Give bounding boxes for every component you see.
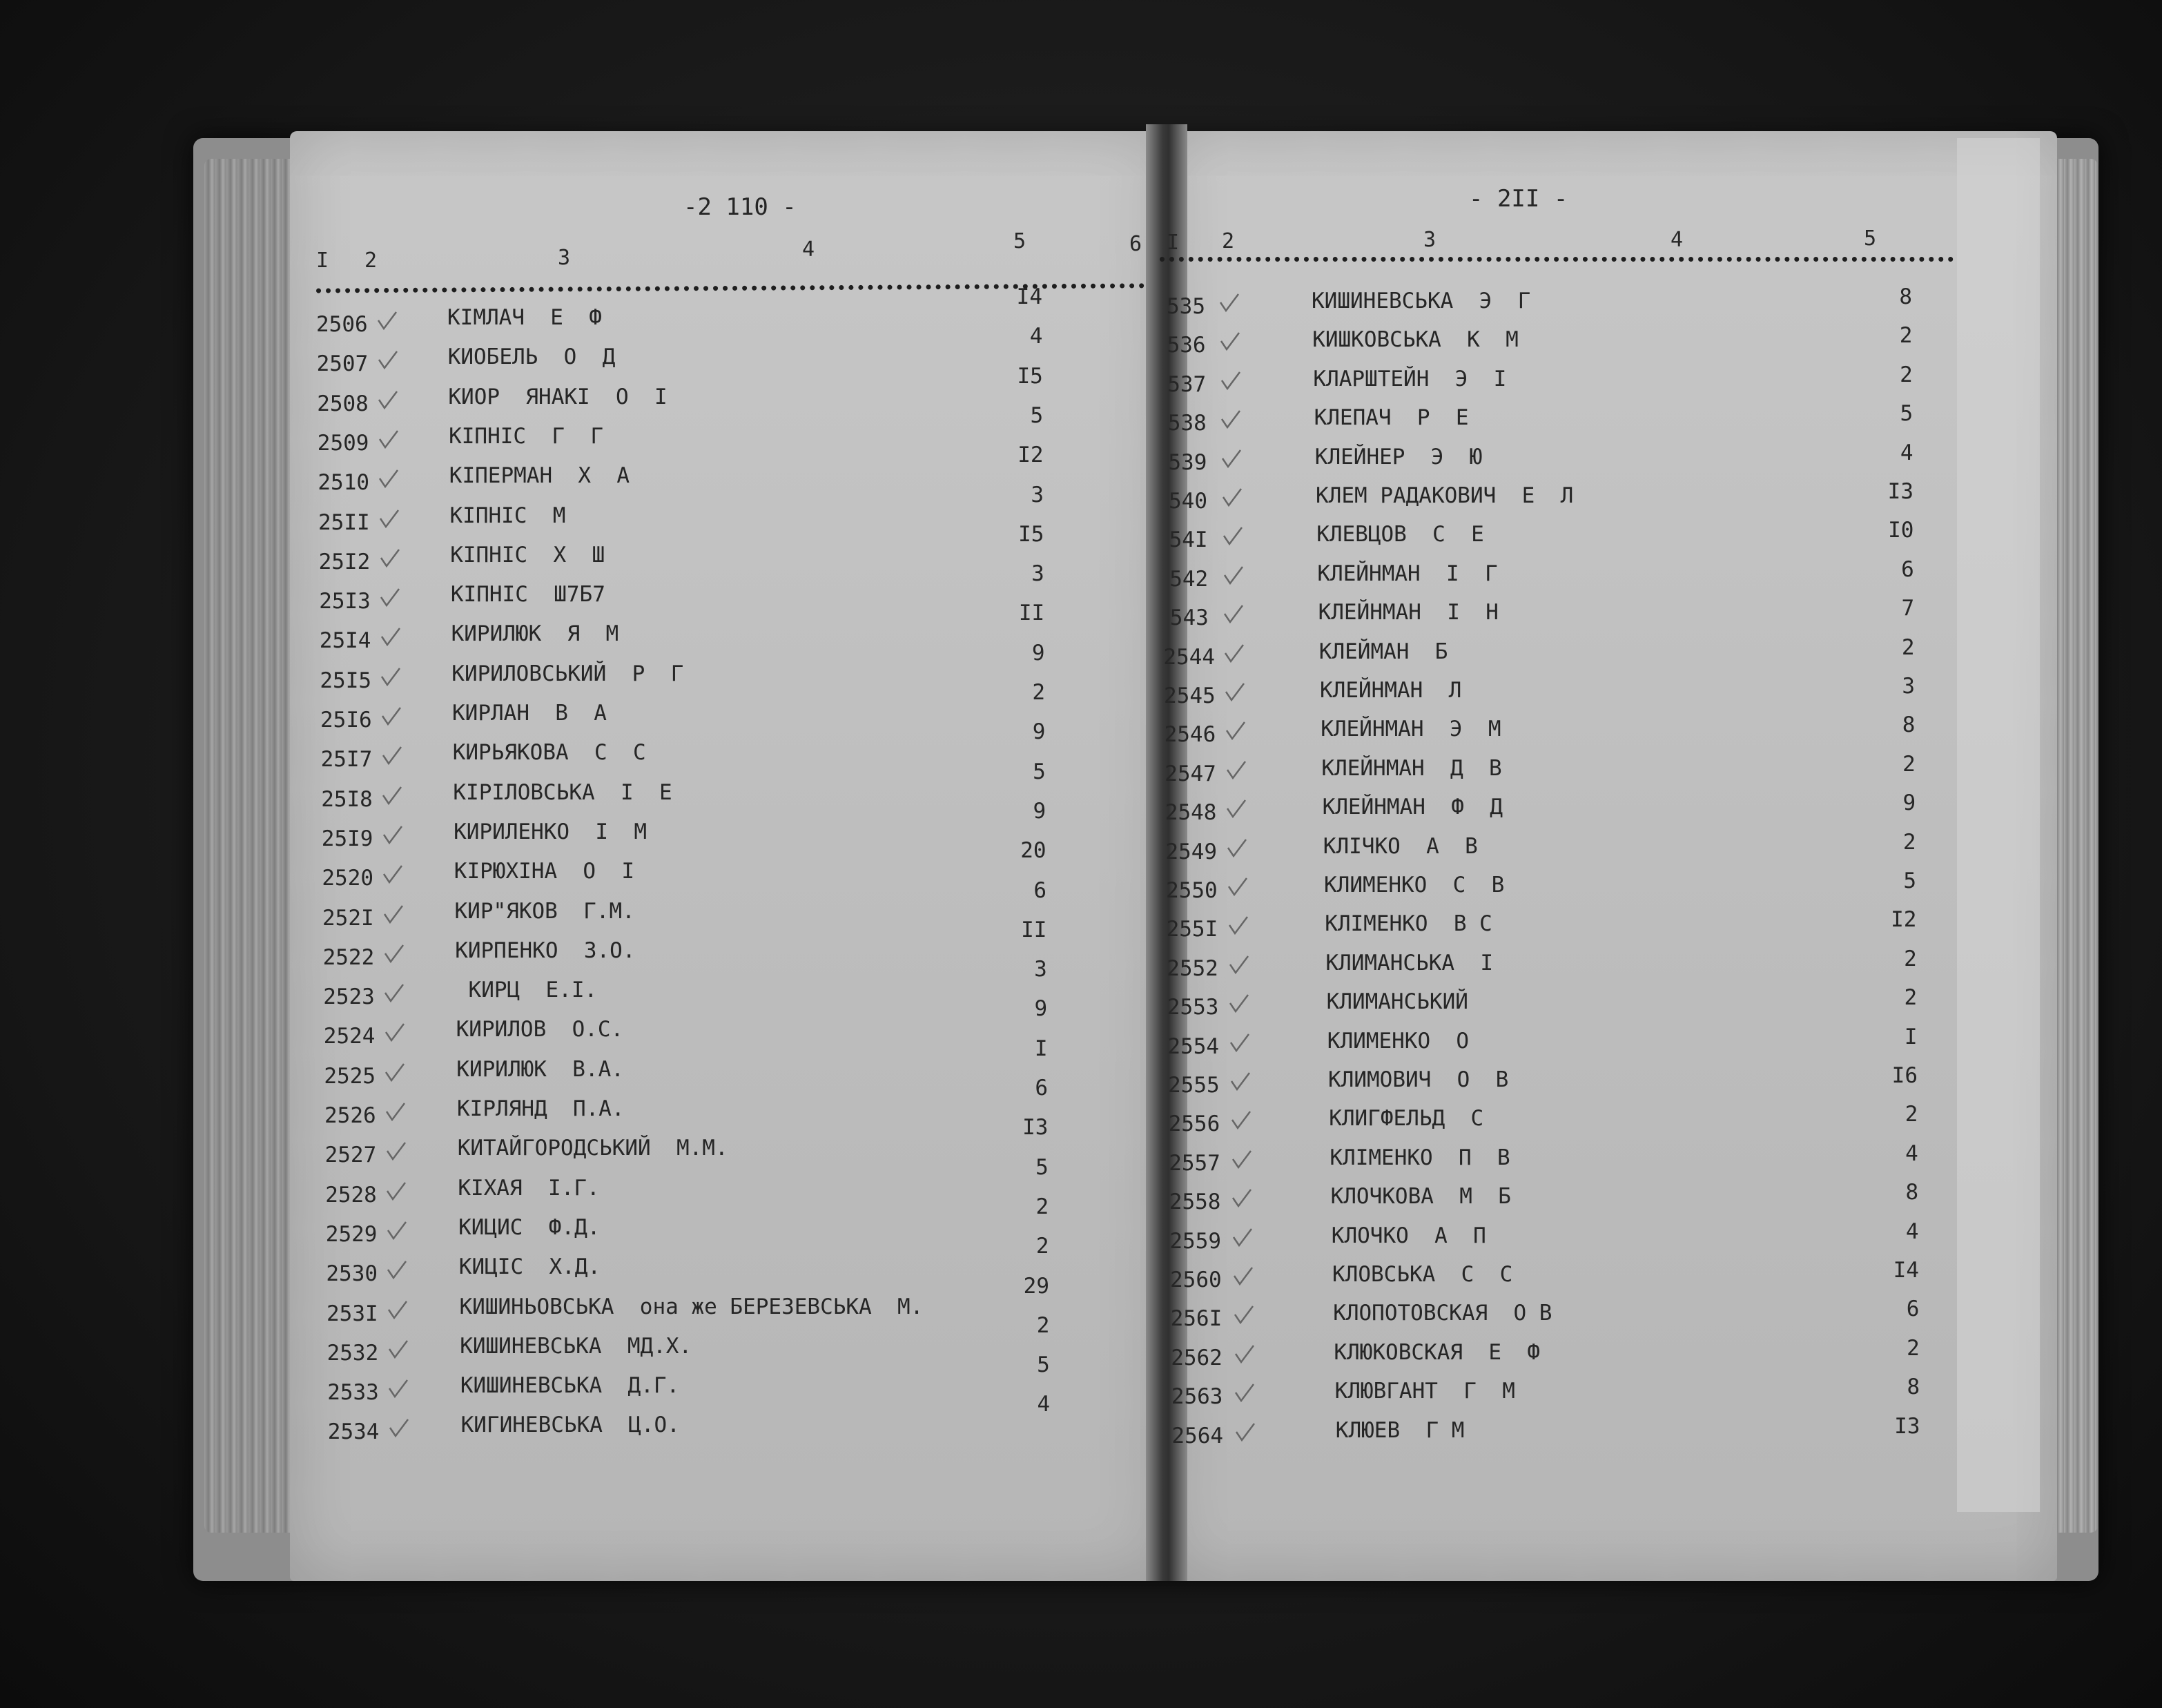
row-number: 2544 [1163, 644, 1216, 670]
right-column-header: 4 [1671, 228, 1684, 252]
row-number: 25I5 [320, 668, 372, 693]
tick-mark-icon [1222, 487, 1243, 508]
tick-mark-icon [1229, 955, 1249, 976]
row-count: 4 [1905, 1219, 1919, 1244]
row-number: 2507 [316, 351, 369, 377]
tick-mark-icon [382, 786, 402, 806]
row-name: КЛЕВЦОВ С Е [1316, 522, 1484, 547]
right-column-header: I [1167, 231, 1180, 255]
row-number: 2556 [1168, 1112, 1220, 1137]
row-number: 25I2 [318, 549, 371, 574]
row-name: КЛЕЙНМАН Ф Д [1322, 795, 1503, 820]
row-number: 536 [1167, 333, 1206, 358]
row-number: 25I6 [320, 708, 372, 732]
row-count: 2 [1036, 1312, 1050, 1338]
row-name: КЛІМЕНКО В С [1325, 911, 1492, 937]
row-name: КІРІЛОВСЬКА І Е [453, 779, 672, 805]
row-number: 54I [1169, 527, 1208, 553]
row-count: 9 [1034, 996, 1048, 1022]
row-name: КИРЦ Е.І. [455, 978, 598, 1003]
left-column-header: 5 [1013, 229, 1026, 253]
row-name: КИШИНЕВСЬКА Д.Г. [460, 1373, 680, 1399]
tick-mark-icon [1227, 838, 1247, 859]
row-name: КИРЬЯКОВА С С [452, 740, 646, 766]
row-count: I3 [1894, 1413, 1920, 1439]
row-number: 2562 [1171, 1345, 1223, 1370]
tick-mark-icon [387, 1260, 407, 1281]
tick-mark-icon [379, 509, 400, 530]
row-name: КИРИЛОВСЬКИЙ Р Г [451, 661, 684, 686]
row-name: КЛЕЙНЕР Э Ю [1314, 444, 1483, 469]
row-number: 2563 [1171, 1384, 1223, 1410]
row-number: 2547 [1165, 761, 1216, 786]
row-number: 2522 [322, 944, 375, 970]
row-count: I4 [1893, 1258, 1919, 1283]
row-name: КИШИНЕВСЬКА МД.Х. [460, 1333, 692, 1359]
row-name: КЛЮЕВ Г М [1335, 1417, 1465, 1443]
row-count: 9 [1032, 719, 1046, 745]
left-column-header: 6 [1129, 232, 1142, 256]
row-number: 2560 [1170, 1268, 1222, 1292]
tick-mark-icon [1219, 293, 1240, 313]
row-count: 5 [1037, 1352, 1050, 1378]
row-number: 2528 [325, 1182, 377, 1207]
row-count: 8 [1899, 284, 1912, 309]
right-header-dotted-rule [1160, 257, 1954, 262]
tick-mark-icon [1234, 1383, 1255, 1404]
row-count: 2 [1904, 985, 1918, 1011]
row-name: КІПНІС М [449, 503, 566, 528]
row-count: 5 [1030, 402, 1044, 428]
tick-mark-icon [377, 311, 398, 331]
row-count: II [1021, 917, 1047, 942]
tick-mark-icon [1230, 1071, 1251, 1092]
row-count: 3 [1034, 957, 1047, 982]
row-count: I2 [1891, 907, 1917, 933]
row-name: КИОБЕЛЬ О Д [447, 344, 616, 370]
row-count: 2 [1907, 1335, 1920, 1361]
tick-mark-icon [378, 390, 398, 411]
row-count: 8 [1902, 712, 1916, 738]
row-name: КИЦІС Х.Д. [458, 1254, 601, 1280]
row-count: 9 [1033, 798, 1046, 824]
row-count: 2 [1901, 634, 1915, 660]
tick-mark-icon [384, 1022, 405, 1043]
left-column-header: 3 [558, 246, 571, 270]
row-number: 2558 [1169, 1190, 1221, 1215]
row-name: КЛЕЙНМАН Э М [1321, 717, 1501, 742]
tick-mark-icon [378, 429, 399, 450]
tick-mark-icon [1224, 643, 1245, 664]
tick-mark-icon [384, 983, 405, 1004]
tick-mark-icon [1221, 449, 1242, 469]
row-number: 2529 [325, 1221, 378, 1247]
row-number: 2546 [1164, 722, 1216, 748]
left-page-number: -2 110 - [683, 193, 797, 221]
row-name: КИТАЙГОРОДСЬКИЙ М.М. [457, 1136, 728, 1161]
row-count: 29 [1023, 1273, 1049, 1299]
tick-mark-icon [1223, 604, 1244, 625]
tick-mark-icon [1226, 760, 1247, 781]
tick-mark-icon [386, 1181, 407, 1202]
row-name: КЛОВСЬКА С С [1332, 1262, 1513, 1287]
row-number: 25I3 [319, 589, 371, 614]
tick-mark-icon [388, 1379, 409, 1399]
row-count: 4 [1029, 324, 1043, 349]
row-number: 2526 [324, 1103, 376, 1128]
row-name: КИРИЛЕНКО І М [454, 819, 647, 844]
row-name: КЛЮКОВСКАЯ Е Ф [1334, 1339, 1541, 1365]
row-name: КЛИМОВИЧ О В [1328, 1067, 1509, 1092]
tick-mark-icon [1220, 371, 1241, 391]
tick-mark-icon [1227, 877, 1248, 897]
row-name: КЛИМЕНКО О [1327, 1028, 1470, 1054]
row-count: I5 [1018, 521, 1044, 547]
row-name: КИРИЛЮК Я М [451, 621, 619, 647]
tick-mark-icon [380, 548, 400, 569]
row-name: КЛЕЙНМАН Д В [1321, 755, 1502, 781]
row-number: 2524 [323, 1024, 376, 1049]
row-count: 2 [1902, 829, 1916, 855]
left-column-header: 4 [802, 237, 815, 262]
row-count: I0 [1888, 518, 1914, 543]
tick-mark-icon [1229, 993, 1249, 1014]
row-number: 2508 [317, 391, 369, 416]
row-name: КЛОЧКОВА М Б [1330, 1184, 1511, 1210]
row-number: 537 [1167, 371, 1207, 397]
row-name: КЛЕЙНМАН І Н [1318, 600, 1499, 625]
row-count: I6 [1891, 1063, 1918, 1088]
tick-mark-icon [387, 1221, 407, 1241]
row-count: 4 [1037, 1392, 1051, 1417]
row-name: КІХАЯ І.Г. [458, 1175, 600, 1201]
right-column-header: 5 [1864, 226, 1877, 251]
tick-mark-icon [381, 706, 402, 727]
row-count: 2 [1899, 323, 1913, 349]
tick-mark-icon [1225, 682, 1245, 703]
row-number: 2530 [326, 1261, 378, 1287]
right-page [1164, 131, 2057, 1581]
row-name: КЛЕЙМАН Б [1318, 639, 1448, 664]
row-number: 2510 [318, 470, 370, 496]
row-count: 4 [1900, 440, 1913, 465]
row-name: КЛЮВГАНТ Г М [1334, 1379, 1515, 1404]
row-name: КЛІЧКО А В [1323, 833, 1478, 859]
tick-mark-icon [383, 904, 404, 925]
tick-mark-icon [1233, 1266, 1254, 1287]
row-count: 8 [1907, 1375, 1920, 1400]
row-number: 2549 [1165, 839, 1218, 864]
row-name: КІПЕРМАН Х А [449, 463, 630, 489]
tick-mark-icon [378, 350, 398, 371]
row-number: 253I [327, 1301, 378, 1326]
tick-mark-icon [387, 1300, 408, 1321]
row-number: 538 [1167, 411, 1207, 436]
tick-mark-icon [388, 1339, 409, 1360]
row-number: 252I [322, 905, 374, 931]
row-number: 543 [1169, 605, 1209, 631]
row-name: КІРЮХІНА О І [454, 859, 635, 884]
row-name: КЛОЧКО А П [1331, 1223, 1486, 1248]
row-name: КИРИЛЮК В.А. [456, 1056, 624, 1082]
row-number: 2534 [327, 1419, 380, 1445]
row-count: 2 [1904, 946, 1917, 971]
tick-mark-icon [380, 627, 401, 648]
row-count: I3 [1022, 1115, 1049, 1141]
row-count: 5 [1035, 1154, 1049, 1180]
row-number: 2523 [323, 984, 375, 1010]
row-count: 2 [1902, 751, 1916, 777]
row-name: КИОР ЯНАКІ О І [448, 384, 668, 409]
row-name: КЛЕЙНМАН Л [1320, 678, 1462, 703]
row-name: КЛИМАНСЬКА І [1325, 950, 1494, 976]
row-count: 2 [1035, 1234, 1049, 1259]
row-number: 2533 [327, 1380, 379, 1406]
row-count: 6 [1033, 877, 1046, 903]
row-number: 540 [1169, 489, 1207, 514]
row-count: 6 [1035, 1076, 1048, 1100]
tick-mark-icon [1231, 1149, 1252, 1170]
row-name: КИГИНЕВСЬКА Ц.О. [460, 1413, 680, 1438]
row-count: 7 [1901, 596, 1915, 621]
row-number: 2509 [317, 430, 369, 456]
row-name: КІПНІС Х Ш [450, 542, 605, 567]
row-name: КЛИМАНСЬКИЙ [1326, 989, 1468, 1015]
tick-mark-icon [385, 1102, 406, 1123]
paper-strip [1957, 138, 2040, 1512]
tick-mark-icon [1235, 1422, 1256, 1443]
row-count: 6 [1901, 556, 1914, 582]
row-count: 9 [1031, 640, 1045, 666]
row-name: КЛАРШТЕЙН Э І [1313, 366, 1507, 391]
row-number: 2550 [1166, 878, 1218, 903]
row-number: 2552 [1167, 955, 1218, 981]
row-count: I2 [1017, 443, 1044, 468]
tick-mark-icon [1231, 1110, 1252, 1131]
row-number: 2506 [316, 312, 368, 337]
tick-mark-icon [1232, 1227, 1253, 1248]
tick-mark-icon [1234, 1344, 1255, 1365]
row-count: 3 [1902, 674, 1915, 699]
row-number: 255I [1166, 917, 1218, 942]
row-count: 2 [1900, 362, 1913, 387]
row-count: I5 [1017, 363, 1043, 389]
row-number: 2555 [1168, 1073, 1220, 1098]
row-count: 5 [1033, 759, 1046, 784]
row-number: 25II [318, 510, 370, 535]
row-number: 2559 [1169, 1228, 1222, 1254]
row-number: 2545 [1164, 683, 1216, 708]
row-number: 25I4 [319, 628, 371, 654]
tick-mark-icon [1226, 799, 1247, 819]
row-count: 2 [1905, 1102, 1918, 1127]
row-number: 2548 [1165, 800, 1217, 826]
row-name: КИРЛАН В А [452, 701, 607, 726]
row-name: КИЦИС Ф.Д. [458, 1214, 601, 1240]
left-column-header: I [316, 249, 329, 273]
row-count: 4 [1905, 1141, 1918, 1166]
tick-mark-icon [382, 746, 402, 766]
row-name: КІРЛЯНД П.А. [457, 1096, 625, 1121]
tick-mark-icon [1220, 331, 1240, 352]
row-number: 2527 [324, 1143, 377, 1168]
row-count: 8 [1905, 1180, 1919, 1205]
row-number: 2532 [327, 1340, 379, 1366]
row-name: КИРПЕНКО З.О. [455, 938, 636, 963]
tick-mark-icon [386, 1141, 407, 1162]
right-page-number: - 2II - [1469, 185, 1568, 213]
row-name: КЛОПОТОВСКАЯ О В [1333, 1301, 1552, 1326]
row-count: 2 [1035, 1194, 1049, 1219]
row-name: КИШКОВСЬКА К М [1312, 327, 1519, 353]
tick-mark-icon [378, 469, 399, 489]
tick-mark-icon [1220, 409, 1241, 430]
row-count: I [1034, 1036, 1048, 1061]
row-number: 535 [1167, 294, 1205, 319]
row-number: 2554 [1167, 1033, 1220, 1059]
row-name: КЛИГФЕЛЬД С [1329, 1106, 1484, 1132]
row-number: 2553 [1167, 995, 1219, 1020]
row-count: 20 [1020, 838, 1046, 864]
row-name: КИШИНЬОВСЬКА она же БЕРЕЗЕВСЬКА М. [459, 1294, 924, 1319]
row-name: КЛИМЕНКО С В [1324, 873, 1505, 897]
row-count: 3 [1031, 561, 1044, 587]
row-name: КИРИЛОВ О.С. [456, 1017, 624, 1042]
tick-mark-icon [1223, 526, 1243, 547]
row-name: КІПНІС Ш7Б7 [450, 582, 605, 608]
tick-mark-icon [1229, 1033, 1250, 1054]
row-count: 9 [1902, 790, 1916, 816]
row-name: КИШИНЕВСЬКА Э Г [1312, 289, 1531, 313]
row-number: 539 [1168, 449, 1207, 475]
tick-mark-icon [1234, 1305, 1254, 1326]
row-name: КІМЛАЧ Е Ф [447, 305, 602, 330]
row-count: 6 [1906, 1297, 1920, 1322]
row-count: I3 [1887, 479, 1913, 504]
row-number: 2525 [324, 1063, 376, 1089]
tick-mark-icon [1223, 565, 1244, 586]
right-column-header: 3 [1423, 228, 1437, 252]
tick-mark-icon [380, 588, 400, 608]
row-count: 5 [1903, 868, 1916, 893]
row-name: КІПНІС Г Г [449, 423, 604, 449]
tick-mark-icon [384, 1062, 405, 1083]
row-number: 25I7 [320, 747, 373, 773]
row-count: I4 [1016, 284, 1042, 309]
row-count: 5 [1900, 401, 1913, 427]
row-count: 2 [1032, 680, 1045, 705]
row-count: I [1904, 1024, 1918, 1049]
tick-mark-icon [1231, 1188, 1252, 1209]
row-count: 3 [1031, 482, 1044, 507]
row-number: 256I [1170, 1306, 1223, 1332]
row-number: 2520 [322, 866, 374, 891]
row-name: КИР"ЯКОВ Г.М. [454, 898, 635, 924]
row-number: 25I9 [321, 826, 373, 851]
tick-mark-icon [1228, 915, 1249, 936]
row-name: КЛЕЙНМАН І Г [1317, 561, 1498, 586]
tick-mark-icon [380, 667, 401, 688]
row-number: 2557 [1169, 1150, 1220, 1176]
row-number: 25I8 [321, 786, 373, 812]
tick-mark-icon [389, 1418, 409, 1439]
tick-mark-icon [382, 864, 403, 885]
tick-mark-icon [384, 944, 405, 964]
right-column-header: 2 [1222, 229, 1235, 253]
tick-mark-icon [382, 825, 403, 846]
tick-mark-icon [1225, 721, 1246, 741]
row-name: КЛІМЕНКО П В [1330, 1145, 1510, 1170]
row-count: II [1018, 601, 1045, 626]
left-column-header: 2 [364, 249, 378, 273]
row-name: КЛЕМ РАДАКОВИЧ Е Л [1316, 483, 1574, 508]
row-number: 2564 [1171, 1423, 1224, 1448]
row-name: КЛЕПАЧ Р Е [1314, 405, 1469, 431]
row-number: 542 [1169, 566, 1209, 592]
